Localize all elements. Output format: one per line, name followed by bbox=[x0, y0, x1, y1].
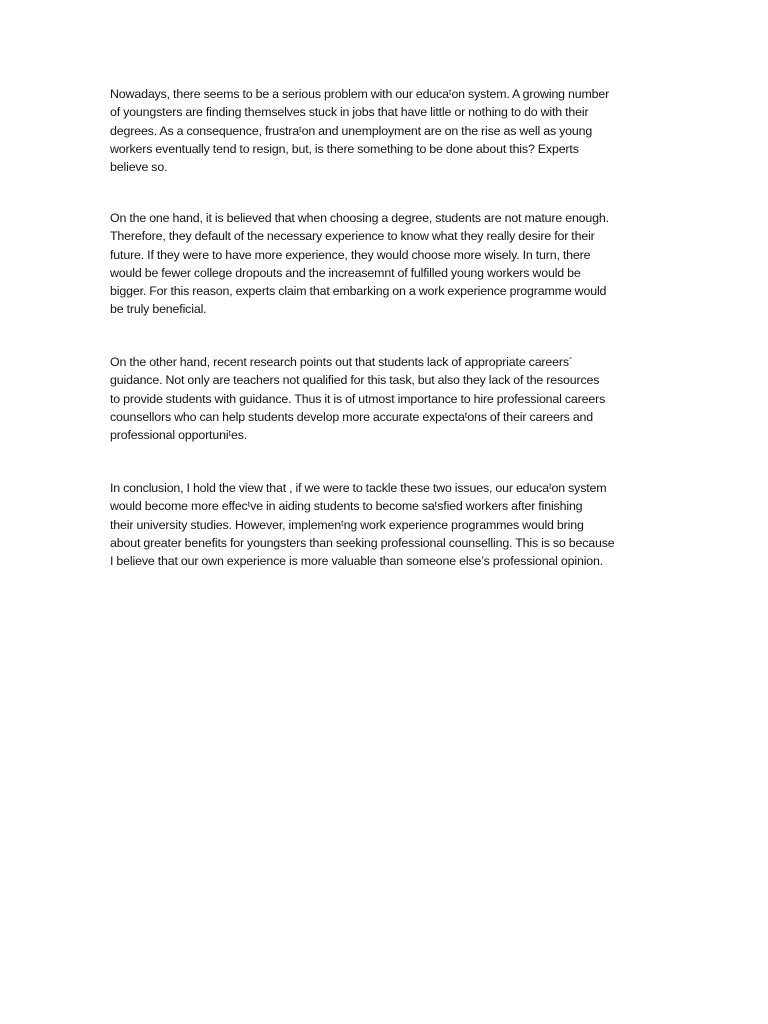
text-line: degrees. As a consequence, frustraᵗon and unemployment are on the rise as well as young bbox=[110, 123, 593, 138]
text-line: On the one hand, it is believed that when choosing a degree, students are not mature enough. bbox=[110, 211, 609, 225]
text-line: professional opportuniᵗes. bbox=[110, 428, 248, 443]
text-line: believe so. bbox=[110, 160, 168, 175]
paragraph-conclusion bbox=[110, 479, 660, 570]
text-line: On the other hand, recent research points out that students lack of appropriate careers´ bbox=[110, 355, 573, 369]
text-line: be truly beneficial. bbox=[110, 302, 207, 317]
paragraph-other-hand bbox=[110, 353, 660, 444]
text-line: I believe that our own experience is more valuable than someone else’s professional opinion. bbox=[110, 554, 604, 569]
text-line: Nowadays, there seems to be a serious problem with our educaᵗon system. A growing number bbox=[110, 87, 610, 101]
text-line: would be fewer college dropouts and the increasemnt of fulfilled young workers would be bbox=[110, 265, 581, 280]
paragraph-one-hand bbox=[110, 209, 660, 319]
text-line: would become more effecᵗve in aiding students to become saᵗsfied workers after finishing bbox=[110, 499, 583, 514]
text-line: of youngsters are finding themselves stuck in jobs that have little or nothing to do with their bbox=[110, 105, 589, 120]
text-line: bigger. For this reason, experts claim that embarking on a work experience programme would bbox=[110, 284, 607, 299]
paragraph-intro bbox=[110, 85, 660, 176]
text-line: guidance. Not only are teachers not qualified for this task, but also they lack of the resources bbox=[110, 373, 600, 388]
text-line: future. If they were to have more experience, they would choose more wisely. In turn, there bbox=[110, 247, 591, 262]
text-line: about greater benefits for youngsters than seeking professional counselling. This is so because bbox=[110, 535, 615, 550]
text-line: their university studies. However, implemenᵗng work experience programmes would bring bbox=[110, 517, 584, 532]
text-line: to provide students with guidance. Thus it is of utmost importance to hire professional careers bbox=[110, 391, 606, 406]
text-line: Therefore, they default of the necessary experience to know what they really desire for their bbox=[110, 229, 595, 244]
text-line: In conclusion, I hold the view that , if we were to tackle these two issues, our educaᵗon system bbox=[110, 481, 607, 495]
text-line: workers eventually tend to resign, but, is there something to be done about this? Experts bbox=[110, 141, 579, 156]
text-line: counsellors who can help students develop more accurate expectaᵗons of their careers and bbox=[110, 409, 594, 424]
